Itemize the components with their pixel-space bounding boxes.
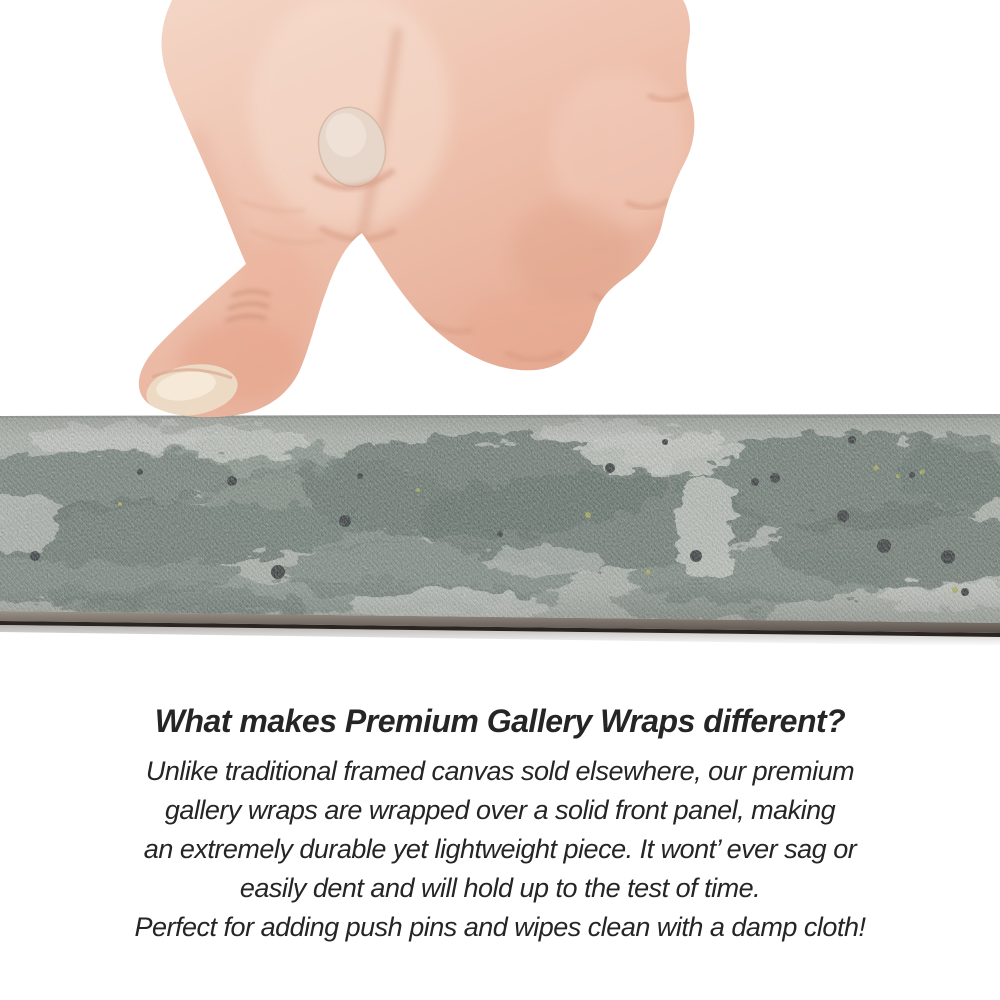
hand-photo <box>100 0 700 426</box>
copy-line: Unlike traditional framed canvas sold elsewhere, our premium <box>145 756 855 786</box>
copy-line: an extremely durable yet lightweight piece. It wont’ ever sag or <box>143 834 857 864</box>
marketing-copy <box>0 700 1000 947</box>
copy-line: Perfect for adding push pins and wipes clean with a damp cloth! <box>134 912 866 942</box>
copy-line: gallery wraps are wrapped over a solid front panel, making <box>164 795 836 825</box>
canvas-texture <box>0 412 1000 627</box>
copy-title: What makes Premium Gallery Wraps different? <box>154 703 846 739</box>
copy-line: easily dent and will hold up to the test of time. <box>239 873 761 903</box>
canvas-strip <box>0 412 1000 652</box>
